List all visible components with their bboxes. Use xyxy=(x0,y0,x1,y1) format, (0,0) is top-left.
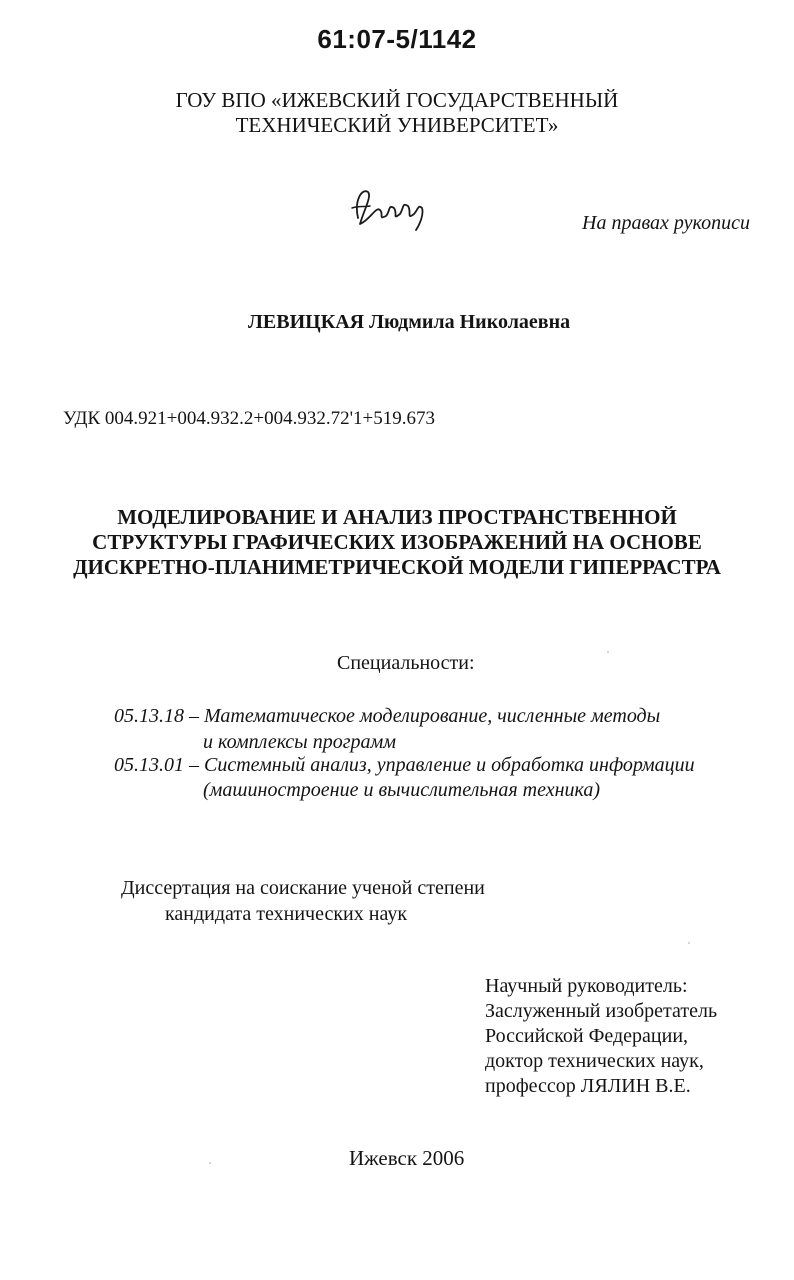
supervisor-line-2: Заслуженный изобретатель xyxy=(485,1000,718,1022)
scan-speck xyxy=(607,651,609,653)
city-year: Ижевск 2006 xyxy=(349,1146,465,1170)
title-line-2: СТРУКТУРЫ ГРАФИЧЕСКИХ ИЗОБРАЖЕНИЙ НА ОСНОВЕ xyxy=(92,530,702,554)
scan-speck xyxy=(209,1162,211,1164)
dissertation-line-1: Диссертация на соискание ученой степени xyxy=(121,877,485,899)
specialty-2-line-1: 05.13.01 – Системный анализ, управление и обработка информации xyxy=(114,754,695,776)
specialty-1-line-2: и комплексы программ xyxy=(203,731,397,753)
specialty-1-line-1: 05.13.18 – Математическое моделирование, численные методы xyxy=(114,705,661,727)
supervisor-line-5: профессор ЛЯЛИН В.Е. xyxy=(485,1075,691,1097)
title-line-3: ДИСКРЕТНО-ПЛАНИМЕТРИЧЕСКОЙ МОДЕЛИ ГИПЕРРАСТРА xyxy=(73,555,721,579)
handwritten-signature xyxy=(340,180,440,238)
author-name xyxy=(248,311,570,334)
archive-code: 61:07-5/1142 xyxy=(317,24,477,54)
supervisor-line-4: доктор технических наук, xyxy=(485,1050,704,1072)
supervisor-line-1: Научный руководитель: xyxy=(485,975,688,997)
supervisor-line-3: Российской Федерации, xyxy=(485,1025,689,1047)
specialty-2-line-2: (машиностроение и вычислительная техника) xyxy=(203,779,601,801)
udk-code: УДК 004.921+004.932.2+004.932.72'1+519.673 xyxy=(63,408,435,429)
organization-line-2: ТЕХНИЧЕСКИЙ УНИВЕРСИТЕТ» xyxy=(235,113,559,137)
organization-line-1: ГОУ ВПО «ИЖЕВСКИЙ ГОСУДАРСТВЕННЫЙ xyxy=(175,88,619,112)
scan-speck xyxy=(688,942,690,944)
specialties-heading: Специальности: xyxy=(337,652,475,674)
rights-note: На правах рукописи xyxy=(582,212,750,234)
author-given-names: Людмила Николаевна xyxy=(369,311,571,333)
author-surname: ЛЕВИЦКАЯ xyxy=(248,311,365,333)
dissertation-line-2: кандидата технических наук xyxy=(165,903,408,925)
title-line-1: МОДЕЛИРОВАНИЕ И АНАЛИЗ ПРОСТРАНСТВЕННОЙ xyxy=(117,505,677,529)
